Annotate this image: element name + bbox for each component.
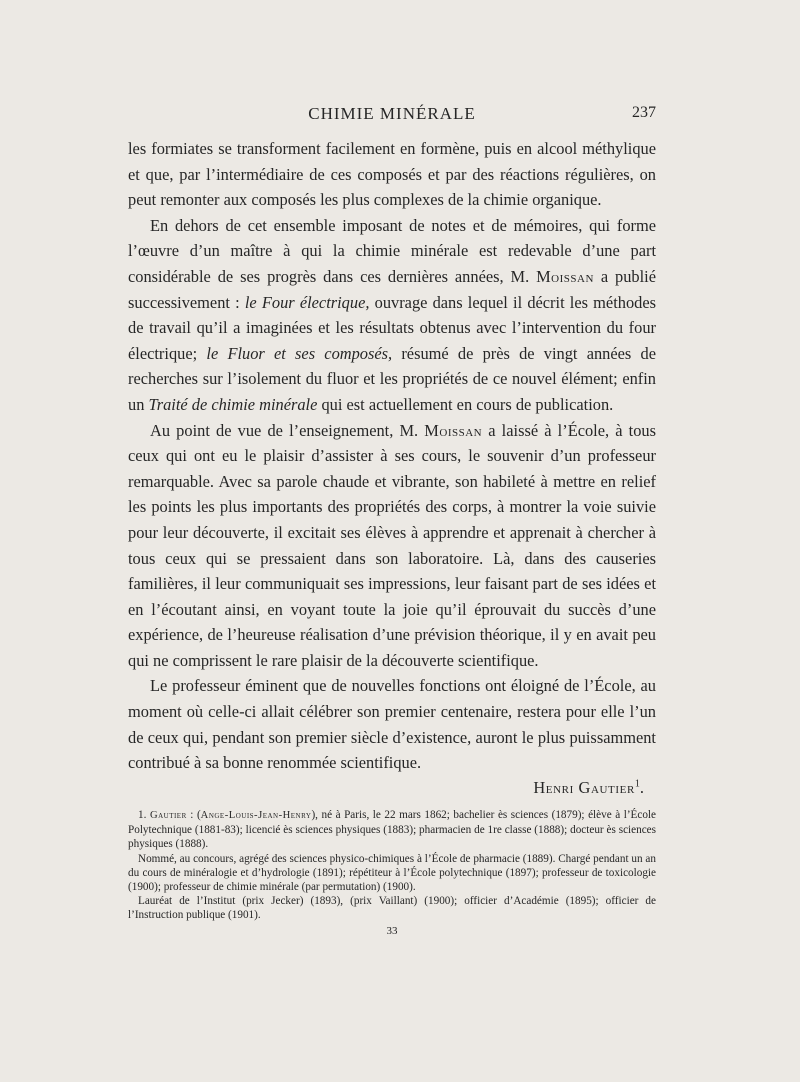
running-header [128, 104, 656, 124]
sheet-number: 33 [386, 925, 398, 937]
footnote-para-2: Nommé, au concours, agrégé des sciences physico-chimiques à l’École de pharmacie (1889). Chargé pendant un an du cours de minéralogie et d’hydrologie (1891); répétiteur à l’École polytechnique (1897); professeur de toxicologie (1900); professeur de chimie minérale (par permutation) (1900). [128, 852, 656, 894]
paragraph-3 [128, 418, 656, 674]
book-title-four-electrique: le Four électrique, [244, 292, 370, 312]
paragraph-3-text-b: a laissé à l’École, à tous ceux qui ont eu le plaisir d’assister à ses cours, le souvenir d’un professeur remarquable. Avec sa parole chaude et vibrante, son habileté à mettre en relief les points les plus importants des propriétés des corps, à montrer la voie suivie pour leur découverte, il excitait ses élèves à apprendre et apprenait à chercher à tous ceux qui se pressaient dans son laboratoire. Là, dans des causeries familières, il leur communiquait ses impressions, leur faisant part de ses idées et en l’écoutant ainsi, en voyant toute la joie qu’il éprouvait du succès d’une expérience, de l’heureuse réalisation d’une prévision théorique, il y en avait peu qui ne comprissent le rare plaisir de la découverte scientifique. [128, 420, 656, 670]
footnote-surname: Gautier [149, 810, 187, 821]
paragraph-2-text-e: qui est actuellement en cours de publication. [317, 394, 614, 414]
author-name: Moissan [536, 266, 594, 286]
footnote-reference: 1 [634, 778, 640, 790]
paragraph-3-text-a: Au point de vue de l’enseignement, M. [150, 420, 425, 440]
book-title-traite: Traité de chimie minérale [148, 394, 318, 414]
page-number: 237 [632, 104, 656, 121]
paragraph-2-text-c: ouvrage dans lequel il décrit les méthodes de travail qu’il a imaginées et les résultats obtenus avec l’intervention du four électrique; [128, 292, 656, 363]
signature-end: . [639, 778, 644, 797]
footnote-text: ), né à Paris, le 22 mars 1862; bachelier ès sciences (1879); élève à l’École Polytechnique (1881-83); licencié ès sciences physiques (1883); pharmacien de 1re classe (1888); docteur ès sciences physiques (1888). [128, 809, 657, 851]
paragraph-2-text-a: En dehors de cet ensemble imposant de notes et de mémoires, qui forme l’œuvre d’un maître à qui la chimie minérale est redevable d’une part considérable de ses progrès dans ces dernières années, M. [128, 215, 656, 286]
signature-name: Henri Gautier [533, 778, 635, 797]
footnote-para-1 [128, 808, 656, 852]
paragraph-2-text-d: résumé de près de vingt années de recherches sur l’isolement du fluor et les propriétés de ce nouvel élément; enfin un [128, 343, 656, 414]
paragraph-1: les formiates se transforment facilement en formène, puis en alcool méthylique et que, par l’intermédiaire de ces composés et par des réactions régulières, on peut remonter aux composés les plus complexes de la chimie organique. [128, 139, 656, 210]
footnote-sep: : ( [186, 809, 201, 821]
footnote-para-3: Lauréat de l’Institut (prix Jecker) (1893), (prix Vaillant) (1900); officier d’Académie (1895); officier de l’Instruction publique (1901). [128, 895, 656, 922]
footnote [128, 808, 656, 923]
paragraph-4: Le professeur éminent que de nouvelles fonctions ont éloigné de l’École, au moment où celle-ci allait célébrer son premier centenaire, restera pour elle l’un de ceux qui, pendant son premier siècle d’existence, auront le plus puissamment contribué à sa bonne renommée scientifique. [128, 676, 656, 773]
running-title: CHIMIE MINÉRALE [308, 104, 476, 123]
footnote-given-names: Ange-Louis-Jean-Henry [200, 810, 312, 821]
body-text [128, 136, 656, 776]
paragraph-2 [128, 213, 656, 418]
author-name: Moissan [424, 420, 483, 440]
footnote-number: 1. [138, 809, 150, 821]
book-title-fluor: le Fluor et ses composés, [206, 343, 393, 363]
signature [128, 778, 656, 798]
paragraph-2-text-b: a publié successivement : [128, 266, 656, 312]
